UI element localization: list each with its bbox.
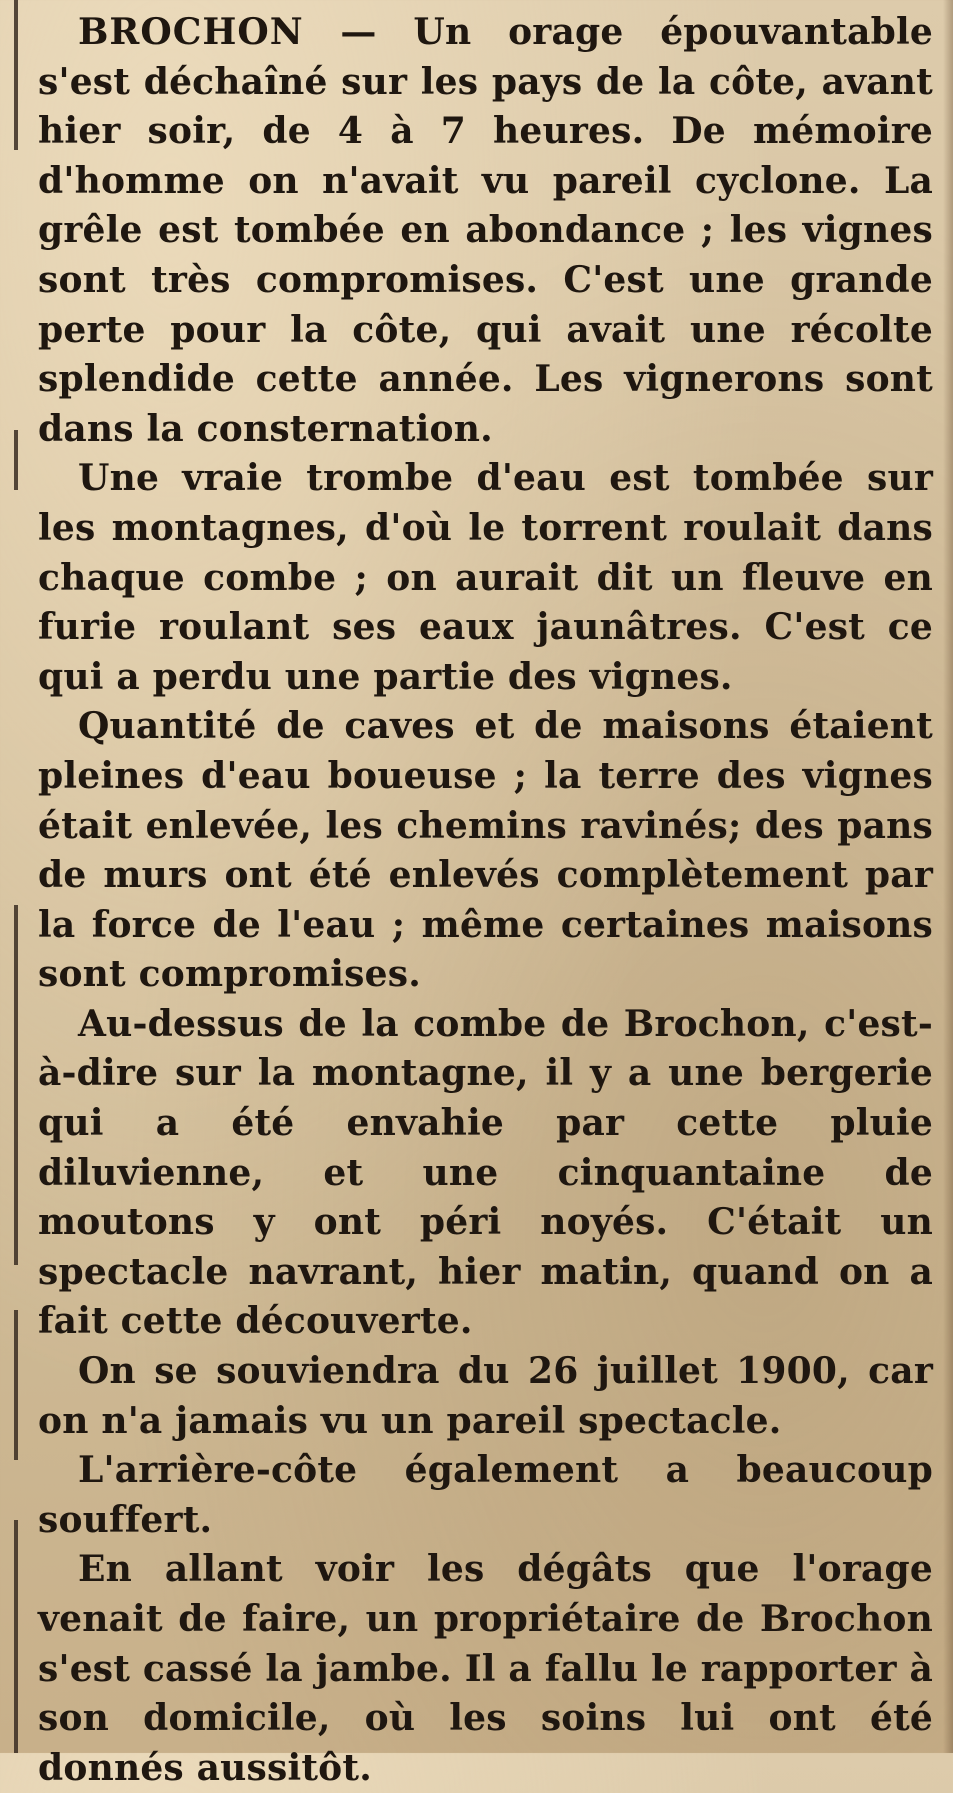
column-rule-5 bbox=[14, 1520, 18, 1753]
column-rule-3 bbox=[14, 905, 18, 1265]
column-rule-1 bbox=[14, 0, 18, 150]
column-rule-2 bbox=[14, 430, 18, 490]
article-body bbox=[38, 8, 933, 1793]
paragraph-5: On se souviendra du 26 juillet 1900, car on n'a jamais vu un pareil spectacle. bbox=[38, 1350, 933, 1442]
paragraph-6: L'arrière-côte également a beaucoup souffert. bbox=[38, 1449, 933, 1541]
column-rule-4 bbox=[14, 1310, 18, 1460]
paragraph-1 bbox=[38, 8, 933, 454]
paragraph-7: En allant voir les dégâts que l'orage venait de faire, un propriétaire de Brochon s'est cassé la jambe. Il a fallu le rapporter à son domicile, où les soins lui ont été donnés aussitôt. bbox=[38, 1548, 933, 1789]
page-edge-shadow bbox=[943, 0, 953, 1753]
paragraph-4: Au-dessus de la combe de Brochon, c'est-à-dire sur la montagne, il y a une bergerie qui a été envahie par cette pluie diluvienne, et une cinquantaine de moutons y ont péri noyés. C'était un spectacle navrant, hier matin, quand on a fait cette découverte. bbox=[38, 1002, 933, 1343]
paragraph-2: Une vraie trombe d'eau est tombée sur les montagnes, d'où le torrent roulait dans chaque combe ; on aurait dit un fleuve en furie roulant ses eaux jaunâtres. C'est ce qui a perdu une partie des vignes. bbox=[38, 457, 933, 698]
paragraph-3: Quantité de caves et de maisons étaient pleines d'eau boueuse ; la terre des vignes était enlevée, les chemins ravinés; des pans de murs ont été enlevés complètement par la force de l'eau ; même certaines maisons sont compromises. bbox=[38, 705, 933, 996]
paragraph-1-text: — Un orage épouvantable s'est déchaîné sur les pays de la côte, avant hier soir, de 4 à 7 heures. De mémoire d'homme on n'avait vu pareil cyclone. La grêle est tombée en abondance ; les vignes sont très compromises. C'est une grande perte pour la côte, qui avait une récolte splendide cette année. Les vignerons sont dans la consternation. bbox=[38, 11, 933, 450]
place-name: BROCHON bbox=[78, 11, 304, 53]
